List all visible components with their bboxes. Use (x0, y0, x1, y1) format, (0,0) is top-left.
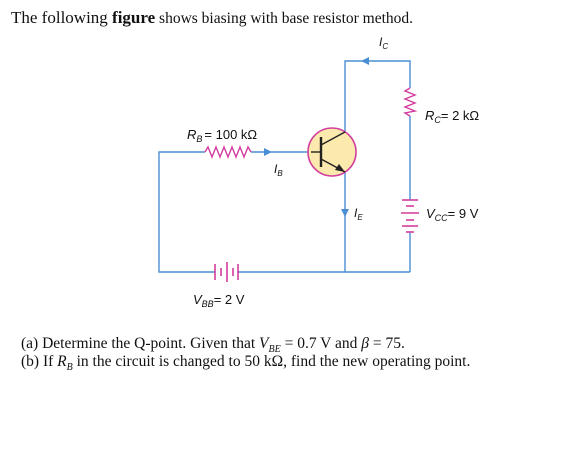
question-a-vbe: V (259, 335, 269, 352)
question-a-beta: β (361, 335, 369, 352)
question-b (21, 353, 470, 377)
question-b-end: in the circuit is changed to 50 kΩ, find the new operating point. (72, 353, 471, 370)
question-b-rb-sub: B (66, 362, 73, 374)
ib-label: $I_B$ (274, 162, 283, 178)
heading-bold-word: figure (112, 8, 156, 27)
question-a-mid: = 0.7 V and (280, 335, 362, 352)
heading-part2: shows biasing with base resistor method. (155, 10, 414, 27)
vbb-battery (215, 262, 238, 282)
vcc-battery (401, 200, 419, 232)
question-a-vbe-sub: BE (268, 344, 281, 356)
vbb-label: $V_{BB}= 2$ V (193, 292, 245, 309)
vcc-label: $V_{CC}= 9$ V (426, 206, 479, 223)
circuit-wires (159, 61, 410, 272)
heading-part1: The following (11, 8, 113, 27)
question-a-end: = 75. (368, 335, 405, 352)
ic-label: $I_C$ (379, 35, 389, 51)
ie-arrow-icon (341, 209, 349, 217)
rb-resistor (205, 147, 251, 157)
rc-label: $R_C= 2$ kΩ (425, 108, 480, 125)
transistor (308, 128, 356, 176)
emitter-ground-wire (345, 172, 410, 272)
base-loop-wire (159, 152, 215, 272)
ib-arrow-icon (264, 148, 272, 156)
ic-arrow-icon (361, 57, 369, 65)
question-a-prefix: (a) Determine the Q-point. Given that (21, 335, 260, 352)
rc-resistor (405, 88, 415, 116)
ie-label: $I_E$ (354, 206, 363, 222)
collector-wire (345, 61, 410, 132)
question-b-rb: R (57, 353, 67, 370)
rb-label: $R_B = 100$ kΩ (187, 127, 258, 144)
question-b-prefix: (b) If (21, 353, 58, 370)
